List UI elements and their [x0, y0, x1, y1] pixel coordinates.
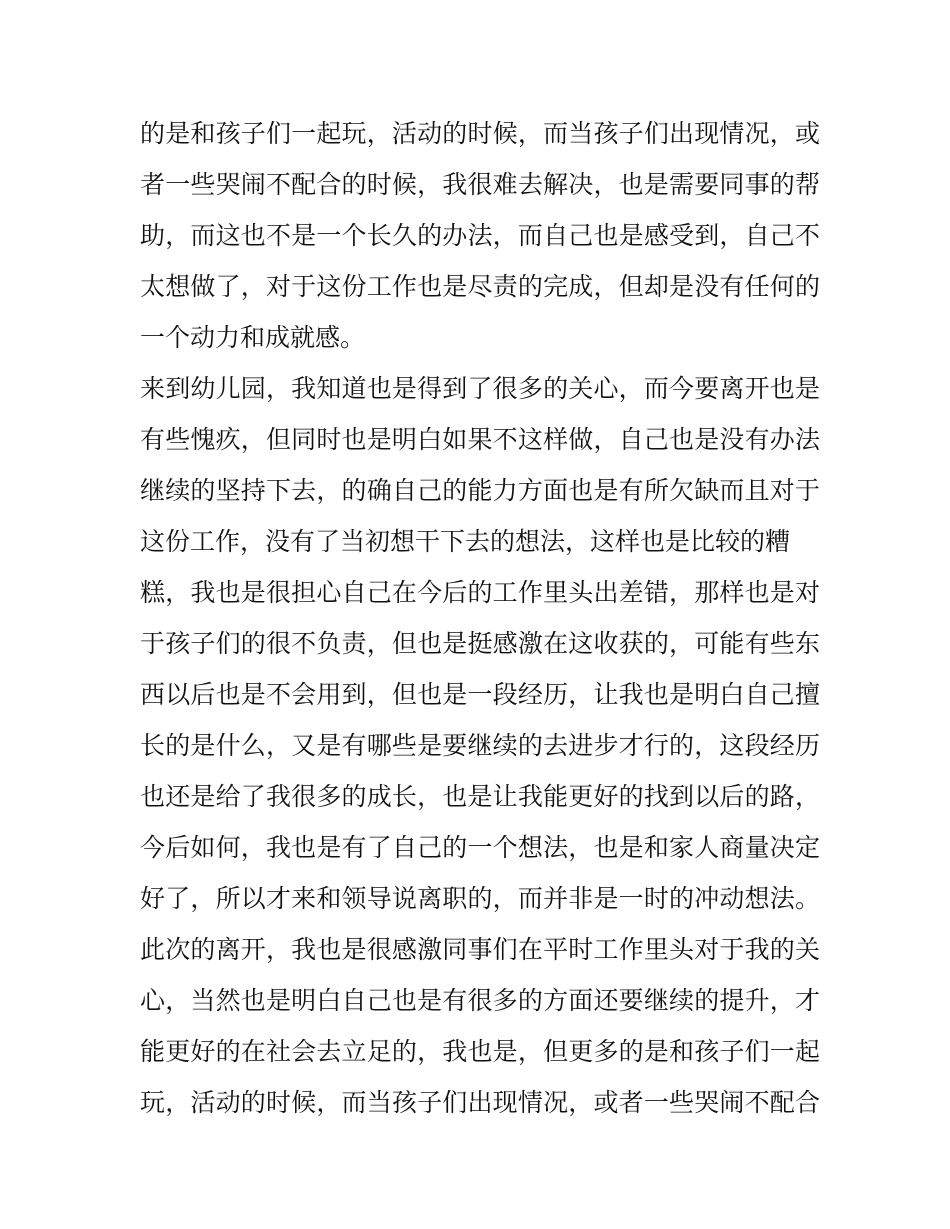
text-line: 于孩子们的很不负责，但也是挺感激在这收获的，可能有些东	[140, 629, 820, 658]
text-line: 玩，活动的时候，而当孩子们出现情况，或者一些哭闹不配合	[140, 1088, 820, 1117]
text-line: 这份工作，没有了当初想干下去的想法，这样也是比较的糟	[140, 527, 791, 556]
text-line: 今后如何，我也是有了自己的一个想法，也是和家人商量决定	[140, 833, 820, 862]
text-line: 助，而这也不是一个长久的办法，而自己也是感受到，自己不	[140, 221, 820, 250]
text-line: 西以后也是不会用到，但也是一段经历，让我也是明白自己擅	[140, 680, 820, 709]
text-line: 糕，我也是很担心自己在今后的工作里头出差错，那样也是对	[140, 578, 820, 607]
text-line: 太想做了，对于这份工作也是尽责的完成，但却是没有任何的	[140, 272, 820, 301]
text-line: 能更好的在社会去立足的，我也是，但更多的是和孩子们一起	[140, 1037, 820, 1066]
text-line: 心，当然也是明白自己也是有很多的方面还要继续的提升，才	[140, 986, 820, 1015]
body-text	[140, 108, 820, 1128]
text-line: 长的是什么，又是有哪些是要继续的去进步才行的，这段经历	[140, 731, 820, 760]
text-line: 也还是给了我很多的成长，也是让我能更好的找到以后的路，	[140, 782, 820, 811]
text-line: 此次的离开，我也是很感激同事们在平时工作里头对于我的关	[140, 935, 820, 964]
text-line: 继续的坚持下去，的确自己的能力方面也是有所欠缺而且对于	[140, 476, 820, 505]
text-line: 好了，所以才来和领导说离职的，而并非是一时的冲动想法。	[140, 884, 820, 913]
text-line: 有些愧疚，但同时也是明白如果不这样做，自己也是没有办法	[140, 425, 820, 454]
text-line: 者一些哭闹不配合的时候，我很难去解决，也是需要同事的帮	[140, 170, 820, 199]
text-line: 来到幼儿园，我知道也是得到了很多的关心，而今要离开也是	[140, 374, 820, 403]
text-line: 的是和孩子们一起玩，活动的时候，而当孩子们出现情况，或	[140, 119, 820, 148]
text-line: 一个动力和成就感。	[140, 323, 366, 352]
